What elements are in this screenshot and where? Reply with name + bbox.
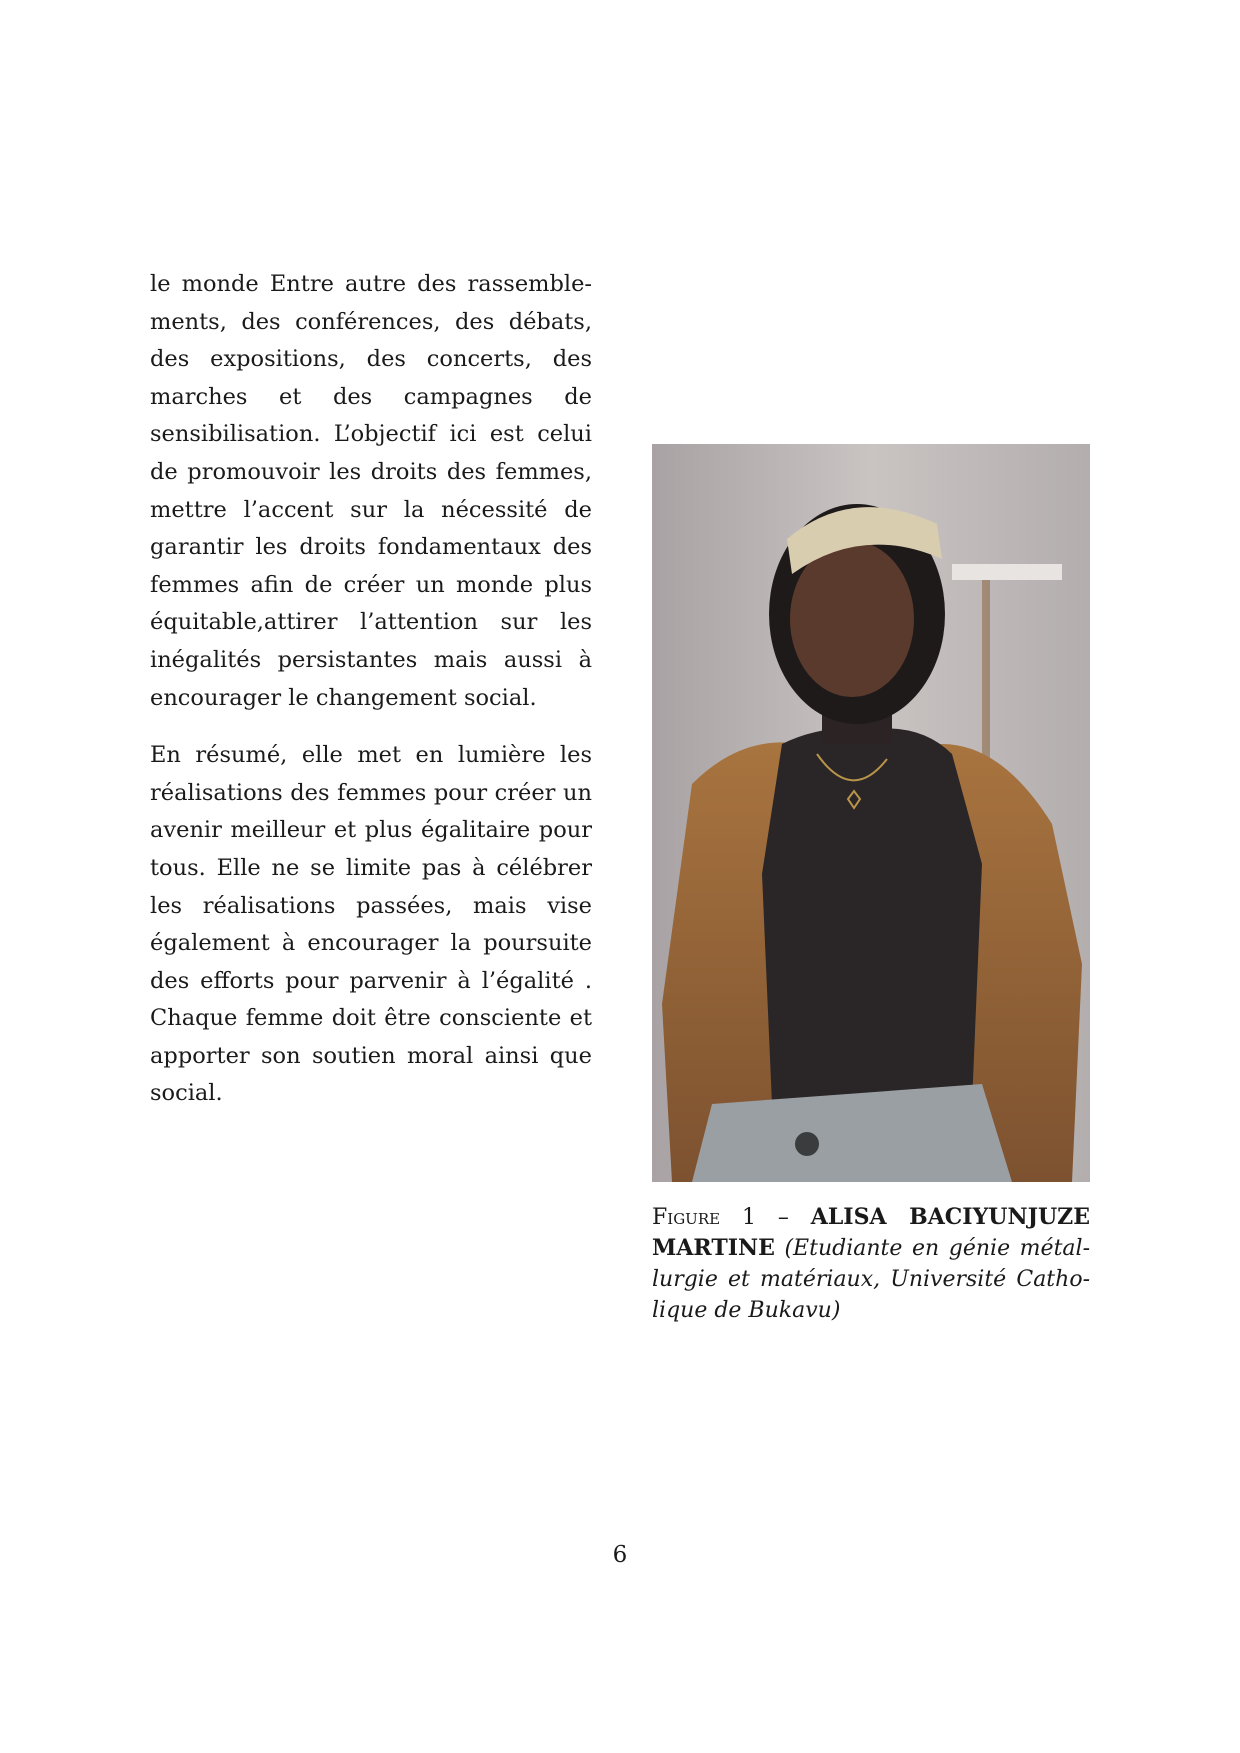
body-text-column: [150, 266, 592, 1133]
page-number: 6: [612, 1542, 628, 1568]
figure-1: [652, 444, 1090, 1326]
portrait-photo: [652, 444, 1090, 1182]
figure-person-name: ALISA BACIYUNJUZE MARTINE: [652, 1204, 1091, 1261]
paragraph-2: En résumé, elle met en lumière les réalisations des femmes pour créer un avenir meilleur et plus égalitaire pour tous. Elle ne se limite pas à célébrer les réalisations passées, mais vise également à encourager la poursuite des efforts pour parvenir à l’égalité . Chaque femme doit être consciente et apporter son soutien moral ainsi que social.: [150, 742, 592, 1107]
figure-caption: [652, 1202, 1090, 1326]
figure-label: Figure 1 –: [652, 1205, 789, 1230]
paragraph-1: le monde Entre autre des rassemblements, des conférences, des débats, des expositions, des concerts, des marches et des campagnes de sensibilisation. L’objectif ici est celui de promouvoir les droits des femmes, mettre l’accent sur la nécessité de garantir les droits fondamentaux des femmes afin de créer un monde plus équitable,attirer l’attention sur les inégalités persistantes mais aussi à encourager le changement social.: [150, 271, 592, 711]
figure-description: (Etudiante en génie métallurgie et matériaux, Université Catholique de Bukavu): [652, 1236, 1090, 1323]
